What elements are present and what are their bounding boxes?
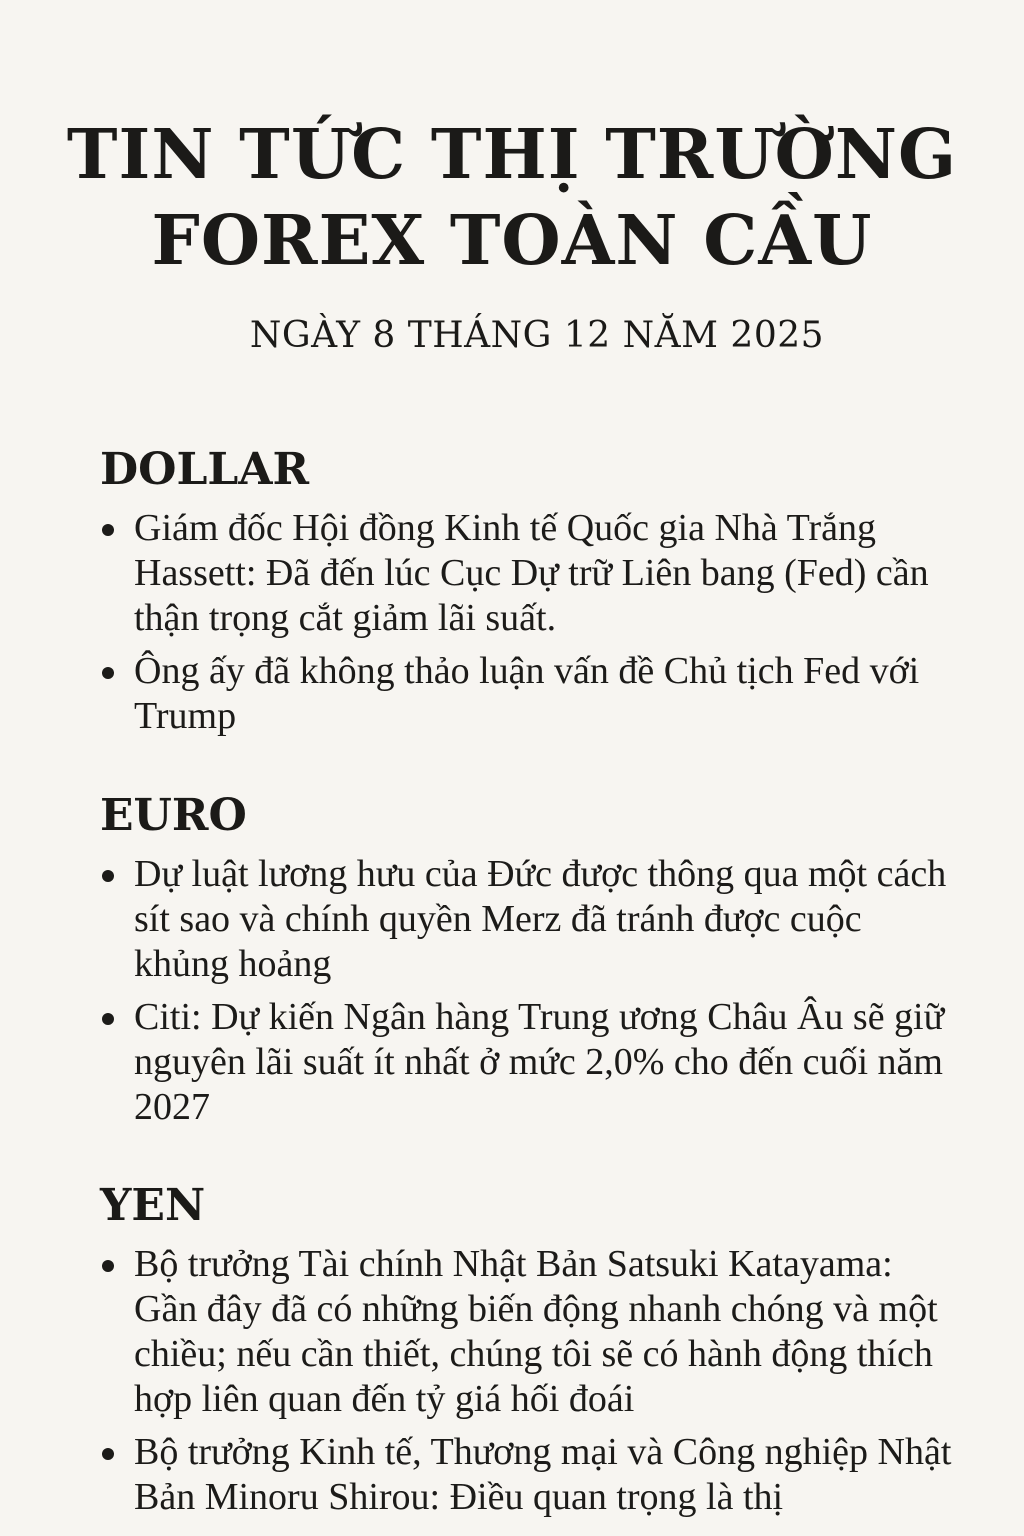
bullet-list-euro [100,852,964,1130]
bullet-text: Bộ trưởng Tài chính Nhật Bản Satsuki Katayama: Gần đây đã có những biến động nhanh chóng và một chiều; nếu cần thiết, chúng tôi sẽ có hành động thích hợp liên quan đến tỷ giá hối đoái [134,1243,938,1420]
bullet-dot-icon [102,667,114,679]
bullet-item [100,649,964,739]
bullet-text: Giám đốc Hội đồng Kinh tế Quốc gia Nhà Trắng Hassett: Đã đến lúc Cục Dự trữ Liên bang (Fed) cần thận trọng cắt giảm lãi suất. [134,507,929,639]
section-yen [100,1178,964,1528]
bullet-item [100,995,964,1130]
publication-date: NGÀY 8 THÁNG 12 NĂM 2025 [249,315,825,356]
section-dollar [100,442,964,747]
bullet-item [100,852,964,987]
bullet-text: Bộ trưởng Kinh tế, Thương mại và Công nghiệp Nhật Bản Minoru Shirou: Điều quan trọng là thị [134,1431,952,1518]
bullet-item [100,1242,964,1422]
title-line-1: TIN TỨC THỊ TRƯỜNG [66,115,958,195]
section-euro [100,788,964,1138]
bullet-list-yen [100,1242,964,1520]
bullet-dot-icon [102,1448,114,1460]
section-heading-euro: EURO [100,790,247,841]
section-heading-dollar: DOLLAR [100,444,310,495]
page-title [40,112,984,284]
bullet-text: Citi: Dự kiến Ngân hàng Trung ương Châu Âu sẽ giữ nguyên lãi suất ít nhất ở mức 2,0% cho đến cuối năm 2027 [134,996,945,1128]
section-heading-yen: YEN [100,1180,206,1231]
bullet-text: Ông ấy đã không thảo luận vấn đề Chủ tịch Fed với Trump [134,650,920,737]
bullet-item [100,1430,964,1520]
bullet-dot-icon [102,1013,114,1025]
bullet-list-dollar [100,506,964,739]
bullet-dot-icon [102,524,114,536]
bullet-dot-icon [102,870,114,882]
title-line-2: FOREX TOÀN CẦU [151,201,873,281]
bullet-item [100,506,964,641]
bullet-text: Dự luật lương hưu của Đức được thông qua một cách sít sao và chính quyền Merz đã tránh được cuộc khủng hoảng [134,853,947,985]
bullet-dot-icon [102,1260,114,1272]
